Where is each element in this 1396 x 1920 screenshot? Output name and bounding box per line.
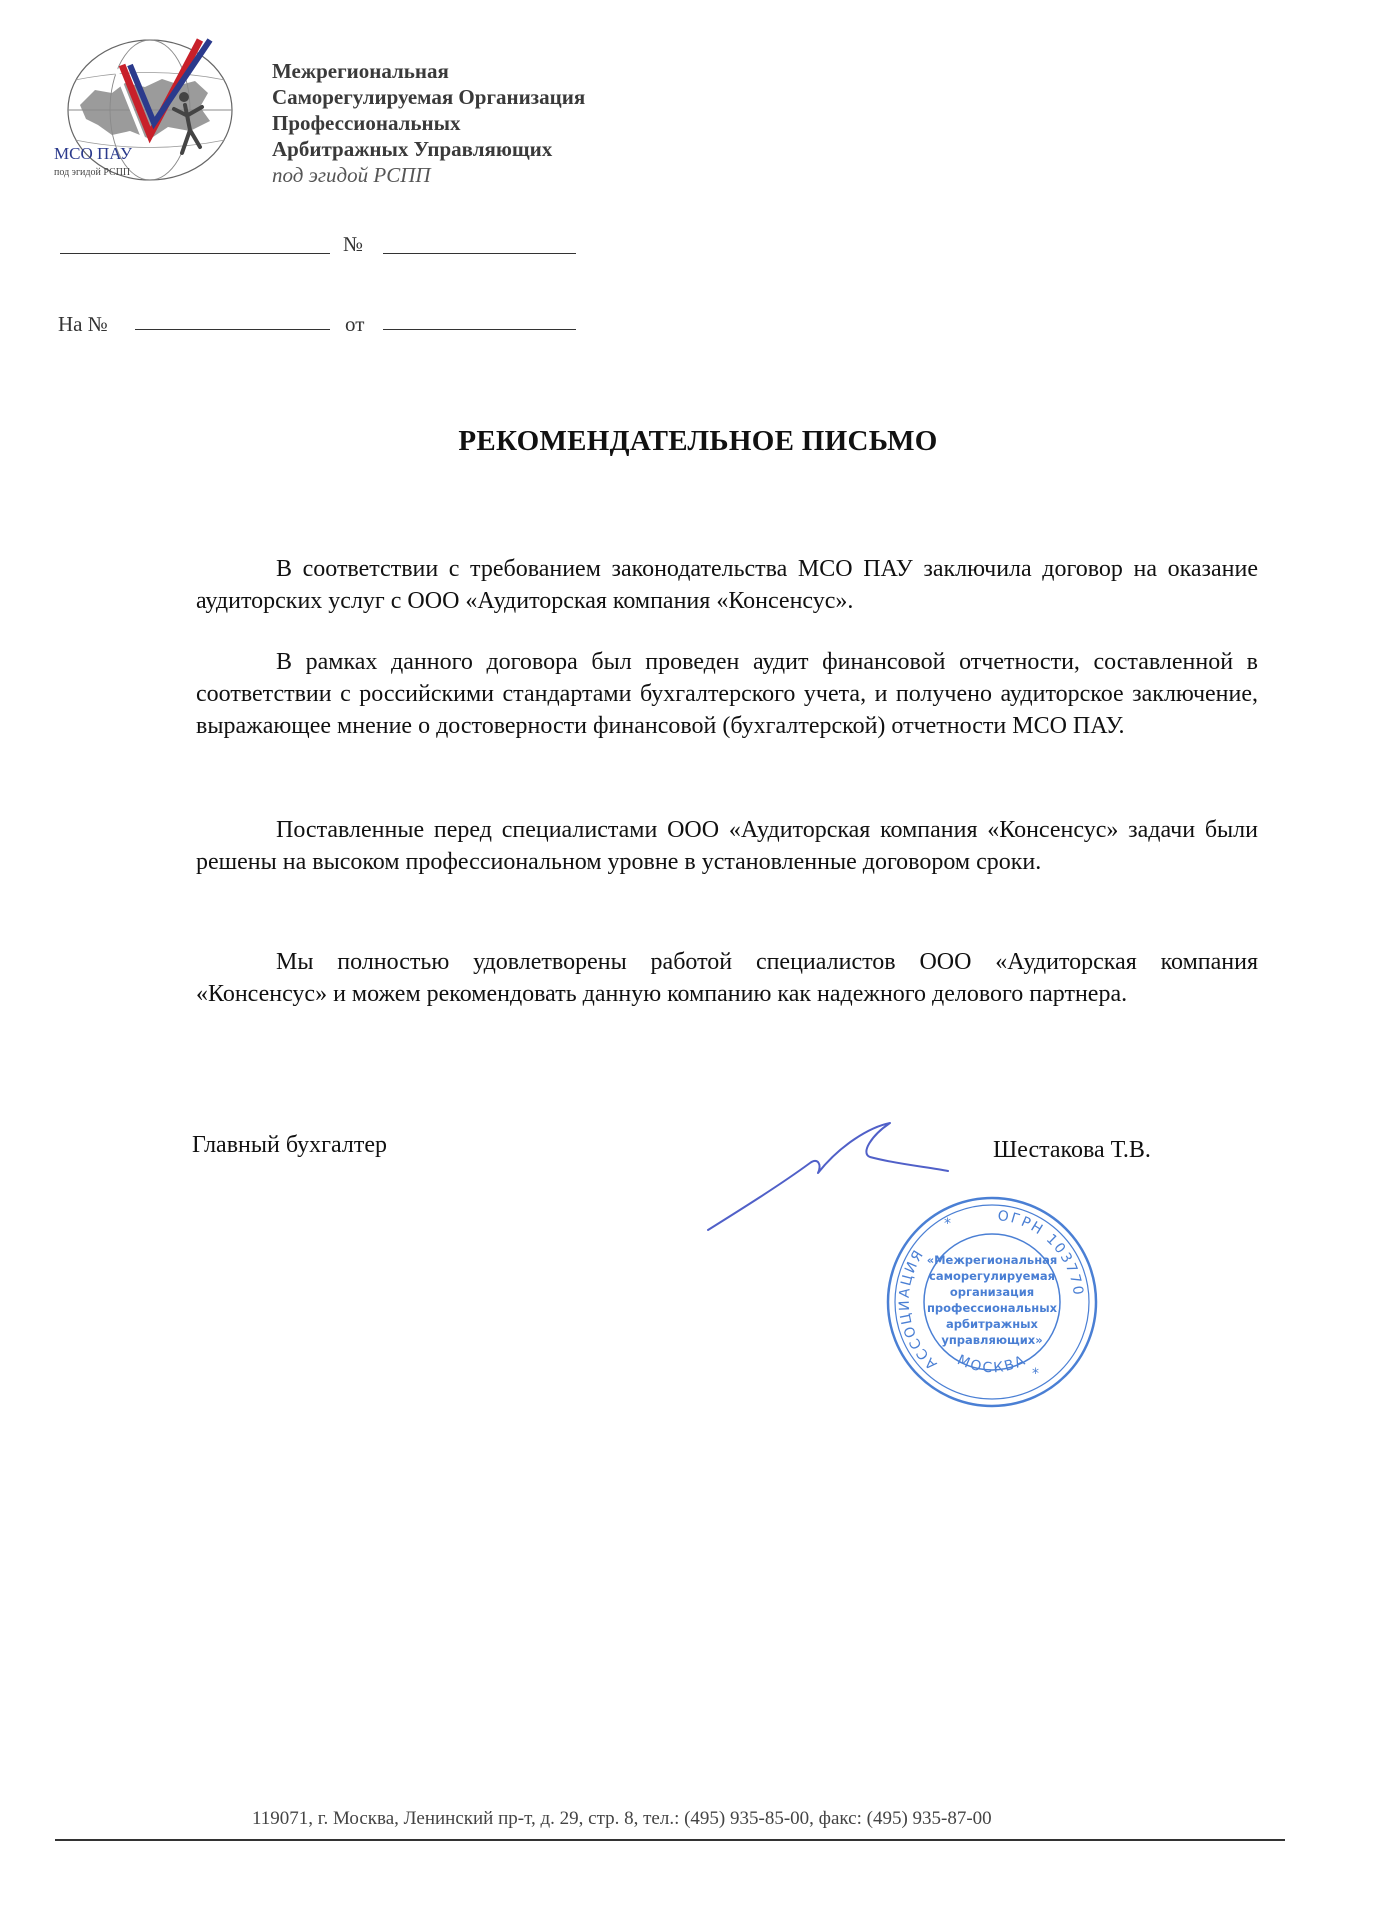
stamp-ring-bottom: МОСКВА — [954, 1352, 1030, 1377]
stamp-ring-top: ОГРН 103770 — [996, 1208, 1086, 1298]
stamp-ring-left: АССОЦИАЦИЯ — [896, 1246, 941, 1373]
stamp-star-icon: * — [944, 1216, 951, 1232]
stamp-line-1: «Межрегиональная — [926, 1253, 1058, 1267]
outgoing-date-line — [60, 253, 330, 254]
paragraph-4: Мы полностью удовлетворены работой специалистов ООО «Аудиторская компания «Консенсус» и можем рекомендовать данную компанию как надежного делового партнера. — [196, 949, 1258, 1007]
footer-divider — [55, 1839, 1285, 1841]
logo-text: МСО ПАУ — [54, 144, 133, 163]
org-line-3: Профессиональных — [272, 111, 461, 135]
outgoing-number-line — [383, 253, 576, 254]
org-line-1: Межрегиональная — [272, 59, 449, 83]
reference-number-line — [135, 329, 330, 330]
svg-text:МОСКВА — [955, 1352, 1029, 1376]
footer-address: 119071, г. Москва, Ленинский пр-т, д. 29, стр. 8, тел.: (495) 935-85-00, факс: (495) 935-87-00 — [252, 1808, 992, 1829]
letter-title: РЕКОМЕНДАТЕЛЬНОЕ ПИСЬМО — [458, 425, 938, 457]
outgoing-number-label: № — [343, 232, 364, 256]
stamp-star-icon: * — [1032, 1366, 1039, 1382]
org-line-2: Саморегулируемая Организация — [272, 85, 586, 109]
signatory-name: Шестакова Т.В. — [993, 1137, 1151, 1163]
organization-stamp — [882, 1192, 1102, 1412]
logo-subtext: под эгидой РСПП — [54, 167, 131, 178]
paragraph-1: В соответствии с требованием законодательства МСО ПАУ заключила договор на оказание аудиторских услуг с ООО «Аудиторская компания «Консенсус». — [196, 556, 1258, 614]
organization-name — [272, 58, 585, 188]
reference-date-label: от — [345, 312, 365, 336]
reference-number-label: На № — [58, 312, 108, 336]
paragraph-2: В рамках данного договора был проведен аудит финансовой отчетности, составленной в соответствии с российскими стандартами бухгалтерского учета, и получено аудиторское заключение, выражающее мнение о достоверности финансовой (бухгалтерской) отчетности МСО ПАУ. — [196, 649, 1258, 739]
reference-date-line — [383, 329, 576, 330]
stamp-line-2: саморегулируемая — [929, 1269, 1055, 1283]
signatory-position: Главный бухгалтер — [192, 1132, 387, 1158]
paragraph-3: Поставленные перед специалистами ООО «Аудиторская компания «Консенсус» задачи были решены на высоком профессиональном уровне в установленные договором сроки. — [196, 817, 1258, 875]
stamp-line-5: арбитражных — [946, 1317, 1038, 1331]
stamp-line-4: профессиональных — [926, 1301, 1058, 1315]
org-line-4: Арбитражных Управляющих — [272, 137, 553, 161]
stamp-line-6: управляющих» — [941, 1333, 1043, 1347]
org-tagline: под эгидой РСПП — [272, 163, 431, 187]
mso-pau-logo — [50, 35, 240, 190]
stamp-line-3: организация — [949, 1285, 1035, 1299]
